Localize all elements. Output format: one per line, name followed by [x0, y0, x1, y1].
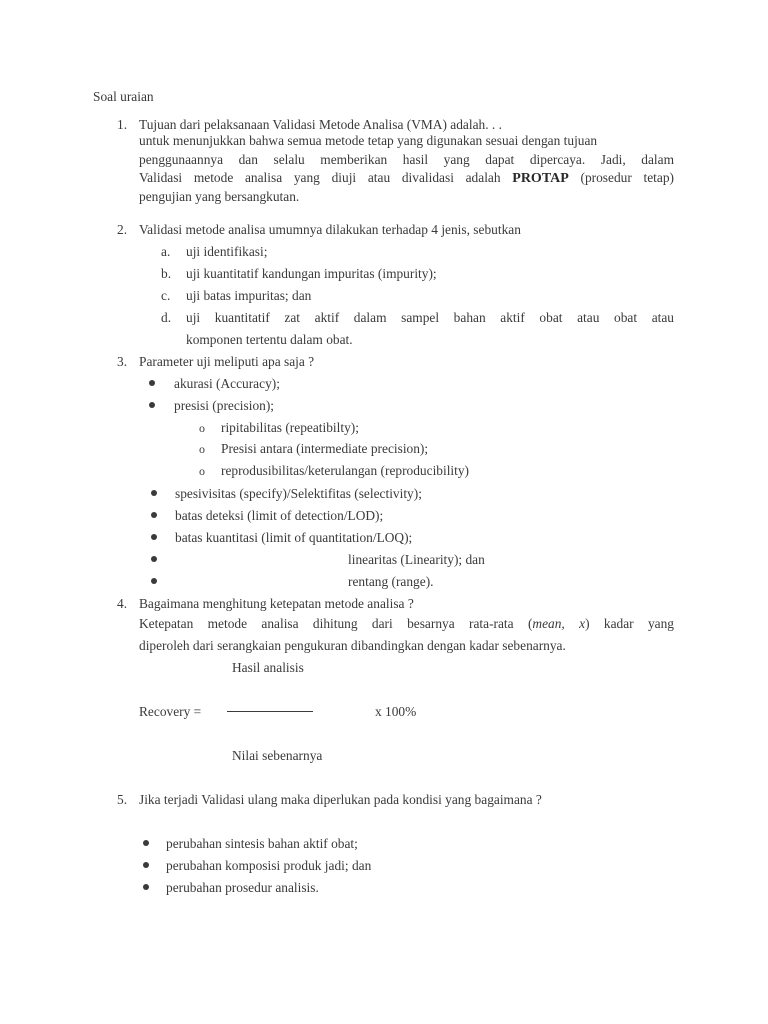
q3-sub-item: reprodusibilitas/keterulangan (reproducibility)	[221, 463, 470, 478]
q3-sub-item: ripitabilitas (repeatibilty);	[221, 420, 359, 435]
formula-lhs: Recovery =	[139, 704, 202, 719]
q2-question: Validasi metode analisa umumnya dilakukan terhadap 4 jenis, sebutkan	[139, 222, 521, 237]
q5-bullet-text: perubahan prosedur analisis.	[166, 880, 319, 895]
q4-number: 4.	[117, 596, 128, 611]
q3-bullet-text: rentang (range).	[348, 574, 434, 589]
q3-bullet-text: batas kuantitasi (limit of quantitation/LOQ);	[175, 530, 413, 545]
q2-item-text: uji kuantitatif kandungan impuritas (impurity);	[186, 266, 437, 281]
circle-bullet-icon: o	[199, 442, 205, 456]
formula-numerator: Hasil analisis	[232, 660, 304, 675]
q3-bullet-text: batas deteksi (limit of detection/LOD);	[175, 508, 384, 523]
q1-question: Tujuan dari pelaksanaan Validasi Metode Analisa (VMA) adalah. . .	[139, 117, 502, 132]
bullet-icon	[151, 556, 157, 562]
q1-answer-line-1: untuk menunjukkan bahwa semua metode tetap yang digunakan sesuai dengan tujuan	[139, 133, 598, 148]
q5-question: Jika terjadi Validasi ulang maka diperlukan pada kondisi yang bagaimana ?	[139, 792, 542, 807]
q1-number: 1.	[117, 117, 128, 132]
q3-question: Parameter uji meliputi apa saja ?	[139, 354, 315, 369]
q1-answer-line-2: penggunaannya dan selalu memberikan hasil yang dapat dipercaya. Jadi, dalam	[139, 152, 674, 167]
bullet-icon	[143, 840, 149, 846]
bullet-icon	[149, 402, 155, 408]
q3-bullet-text: spesivisitas (specify)/Selektifitas (selectivity);	[175, 486, 422, 501]
bullet-icon	[151, 578, 157, 584]
q4-answer-line-2: diperoleh dari serangkaian pengukuran dibandingkan dengan kadar sebenarnya.	[139, 638, 566, 653]
formula-denominator: Nilai sebenarnya	[232, 748, 323, 763]
q3-sub-item: Presisi antara (intermediate precision);	[221, 441, 429, 456]
q5-bullet-text: perubahan komposisi produk jadi; dan	[166, 858, 372, 873]
q1-answer-line-3: Validasi metode analisa yang diuji atau divalidasi adalah PROTAP (prosedur tetap)	[139, 170, 674, 186]
mean-symbol: mean, x	[532, 616, 586, 631]
formula-multiplier: x 100%	[375, 704, 417, 719]
q2-item-letter: c.	[161, 288, 171, 303]
q2-number: 2.	[117, 222, 128, 237]
circle-bullet-icon: o	[199, 464, 205, 478]
q2-item-letter: a.	[161, 244, 171, 259]
q4-answer-line-1: Ketepatan metode analisa dihitung dari besarnya rata-rata (mean, x) kadar yang	[139, 616, 674, 631]
q2-item-text: uji identifikasi;	[186, 244, 268, 259]
circle-bullet-icon: o	[199, 421, 205, 435]
q5-number: 5.	[117, 792, 128, 807]
q2-item-letter: b.	[161, 266, 172, 281]
fraction-line	[227, 711, 313, 712]
bullet-icon	[151, 512, 157, 518]
q2-item-letter: d.	[161, 310, 172, 325]
q3-bullet-text: linearitas (Linearity); dan	[348, 552, 485, 567]
q4-question: Bagaimana menghitung ketepatan metode analisa ?	[139, 596, 414, 611]
bullet-icon	[151, 490, 157, 496]
q3-number: 3.	[117, 354, 128, 369]
page-title: Soal uraian	[93, 89, 154, 104]
q1-protap-bold: PROTAP	[512, 171, 569, 186]
q2-item-text: uji kuantitatif zat aktif dalam sampel bahan aktif obat atau obat atau	[186, 310, 674, 325]
bullet-icon	[149, 380, 155, 386]
q3-bullet-text: presisi (precision);	[174, 398, 275, 413]
bullet-icon	[143, 862, 149, 868]
q2-item-text-continued: komponen tertentu dalam obat.	[186, 332, 353, 347]
bullet-icon	[151, 534, 157, 540]
q1-answer-line-4: pengujian yang bersangkutan.	[139, 189, 300, 204]
q2-item-text: uji batas impuritas; dan	[186, 288, 312, 303]
q5-bullet-text: perubahan sintesis bahan aktif obat;	[166, 836, 358, 851]
bullet-icon	[143, 884, 149, 890]
q3-bullet-text: akurasi (Accuracy);	[174, 376, 280, 391]
